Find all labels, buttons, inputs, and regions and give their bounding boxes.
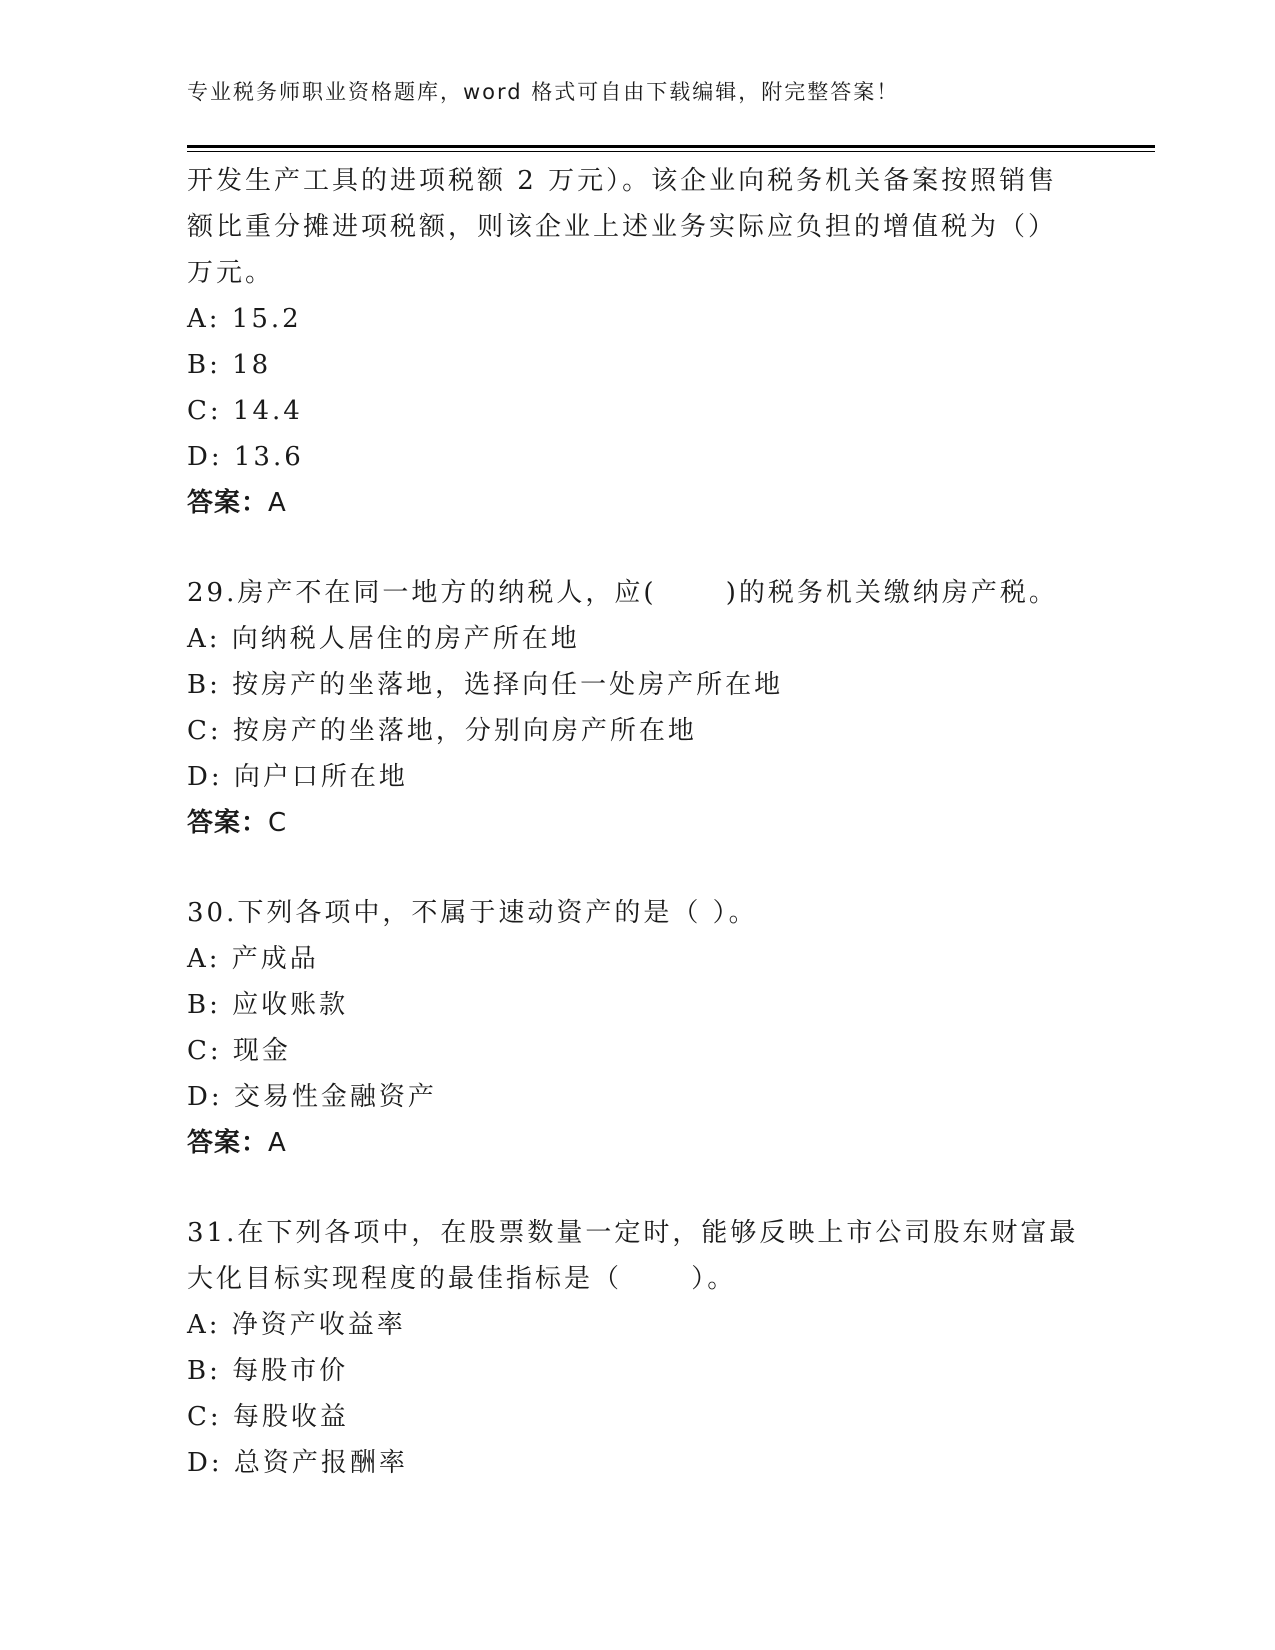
question-31 — [187, 1210, 1087, 1486]
question-stem-line: 大化目标实现程度的最佳指标是（ ）。 — [187, 1264, 737, 1294]
answer-value: A — [268, 1128, 287, 1158]
header-rule-thick — [187, 145, 1155, 148]
question-stem-line: 30.下列各项中，不属于速动资产的是（ ）。 — [187, 898, 758, 928]
option-c: C: 14.4 — [187, 396, 303, 426]
option-d: D: 13.6 — [187, 442, 304, 472]
question-list — [187, 158, 1087, 1486]
question-30 — [187, 890, 1087, 1166]
answer-label: 答案： — [187, 808, 269, 838]
option-b: B: 每股市价 — [187, 1356, 349, 1386]
header-rule-thin — [187, 151, 1155, 152]
option-c: C: 现金 — [187, 1036, 291, 1066]
option-c: C: 每股收益 — [187, 1402, 349, 1432]
answer-line — [187, 480, 1087, 526]
answer-line — [187, 800, 1087, 846]
option-d: D: 总资产报酬率 — [187, 1448, 408, 1478]
question-stem-line: 额比重分摊进项税额，则该企业上述业务实际应负担的增值税为（） — [187, 212, 1058, 242]
answer-value: C — [268, 808, 288, 838]
option-a: A: 产成品 — [187, 944, 319, 974]
question-stem-line: 万元。 — [187, 258, 275, 288]
option-a: A: 15.2 — [187, 304, 302, 334]
answer-label: 答案： — [187, 1128, 269, 1158]
option-b: B: 按房产的坐落地，选择向任一处房产所在地 — [187, 670, 784, 700]
option-b: B: 应收账款 — [187, 990, 349, 1020]
option-d: D: 向户口所在地 — [187, 762, 408, 792]
option-a: A: 净资产收益率 — [187, 1310, 406, 1340]
question-29 — [187, 570, 1087, 846]
question-28 — [187, 158, 1087, 526]
option-a: A: 向纳税人居住的房产所在地 — [187, 624, 580, 654]
answer-value: A — [268, 488, 287, 518]
option-c: C: 按房产的坐落地，分别向房产所在地 — [187, 716, 697, 746]
header-note: 专业税务师职业资格题库，word 格式可自由下载编辑，附完整答案！ — [187, 80, 900, 104]
answer-line — [187, 1120, 1087, 1166]
question-stem-line: 31.在下列各项中，在股票数量一定时，能够反映上市公司股东财富最 — [187, 1218, 1079, 1248]
answer-label: 答案： — [187, 488, 269, 518]
option-d: D: 交易性金融资产 — [187, 1082, 437, 1112]
question-stem-line: 开发生产工具的进项税额 2 万元）。该企业向税务机关备案按照销售 — [187, 166, 1058, 196]
question-stem-line: 29.房产不在同一地方的纳税人，应( )的税务机关缴纳房产税。 — [187, 578, 1058, 608]
option-b: B: 18 — [187, 350, 272, 380]
